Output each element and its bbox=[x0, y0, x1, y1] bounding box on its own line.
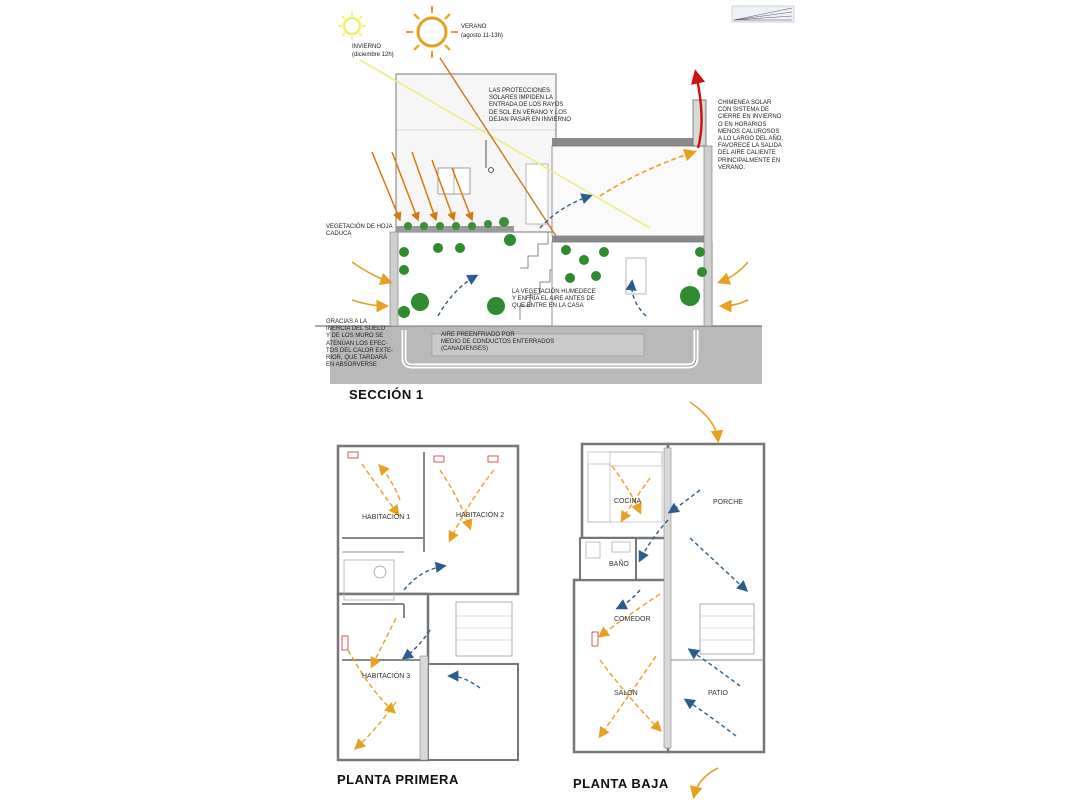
ground-floor-title: PLANTA BAJA bbox=[573, 776, 669, 791]
room-label-bano: BAÑO bbox=[609, 561, 629, 568]
summer-label: VERANO bbox=[461, 24, 487, 30]
room-label-habitacion-3: HABITACIÓN 3 bbox=[362, 673, 411, 680]
winter-sun-icon bbox=[338, 12, 366, 40]
inertia-note: GRACIAS A LA INERCIA DEL SUELO Y DE LOS MURO SE ATENÚAN LOS EFEC- TOS DEL CALOR EXTE- RIOR, QUE TARDARÁ EN ABSORVERSE bbox=[326, 319, 394, 369]
first-floor-plan bbox=[338, 446, 518, 760]
room-label-comedor: COMEDOR bbox=[614, 616, 651, 623]
section-title: SECCIÓN 1 bbox=[349, 387, 424, 402]
room-label-cocina: COCINA bbox=[614, 498, 642, 505]
room-label-habitacion-2: HABITACIÓN 2 bbox=[456, 512, 505, 519]
summer-sun-icon bbox=[406, 6, 458, 58]
preheated-air-note: AIRE PREENFRIADO POR MEDIO DE CONDUCTOS ENTERRADOS (CANADIENSES) bbox=[441, 332, 555, 353]
room-label-porche: PORCHE bbox=[713, 499, 743, 506]
first-floor-title: PLANTA PRIMERA bbox=[337, 772, 459, 787]
sun-protection-note: LAS PROTECCIONES SOLARES IMPIDEN LA ENTRADA DE LOS RAYOS DE SOL EN VERANO Y LOS DEJAN PASAR EN INVIERNO bbox=[489, 88, 571, 123]
room-label-salon: SALÓN bbox=[614, 690, 638, 697]
winter-sub-label: (diciembre 12h) bbox=[352, 52, 394, 58]
sun-path-chart bbox=[732, 6, 794, 22]
solar-chimney-note: CHIMENEA SOLAR CON SISTEMA DE CIERRE EN INVIERNO O EN HORARIOS MENOS CALUROSOS A LO LARGO DEL AÑO. FAVORECE LA SALIDA DEL AIRE CALIENTE PRINCIPALMENTE EN VERANO. bbox=[718, 100, 784, 171]
ground-floor-plan bbox=[574, 402, 764, 796]
room-label-habitacion-1: HABITACIÓN 1 bbox=[362, 514, 411, 521]
winter-label: INVIERNO bbox=[352, 44, 382, 50]
humidify-note: LA VEGETACIÓN HUMEDECE Y ENFRÍA EL AIRE ANTES DE QUE ENTRE EN LA CASA bbox=[512, 289, 596, 310]
room-label-patio: PATIO bbox=[708, 690, 728, 697]
vegetation-note: VEGETACIÓN DE HOJA CADUCA bbox=[326, 224, 393, 238]
summer-sub-label: (agosto 11-13h) bbox=[461, 33, 503, 39]
